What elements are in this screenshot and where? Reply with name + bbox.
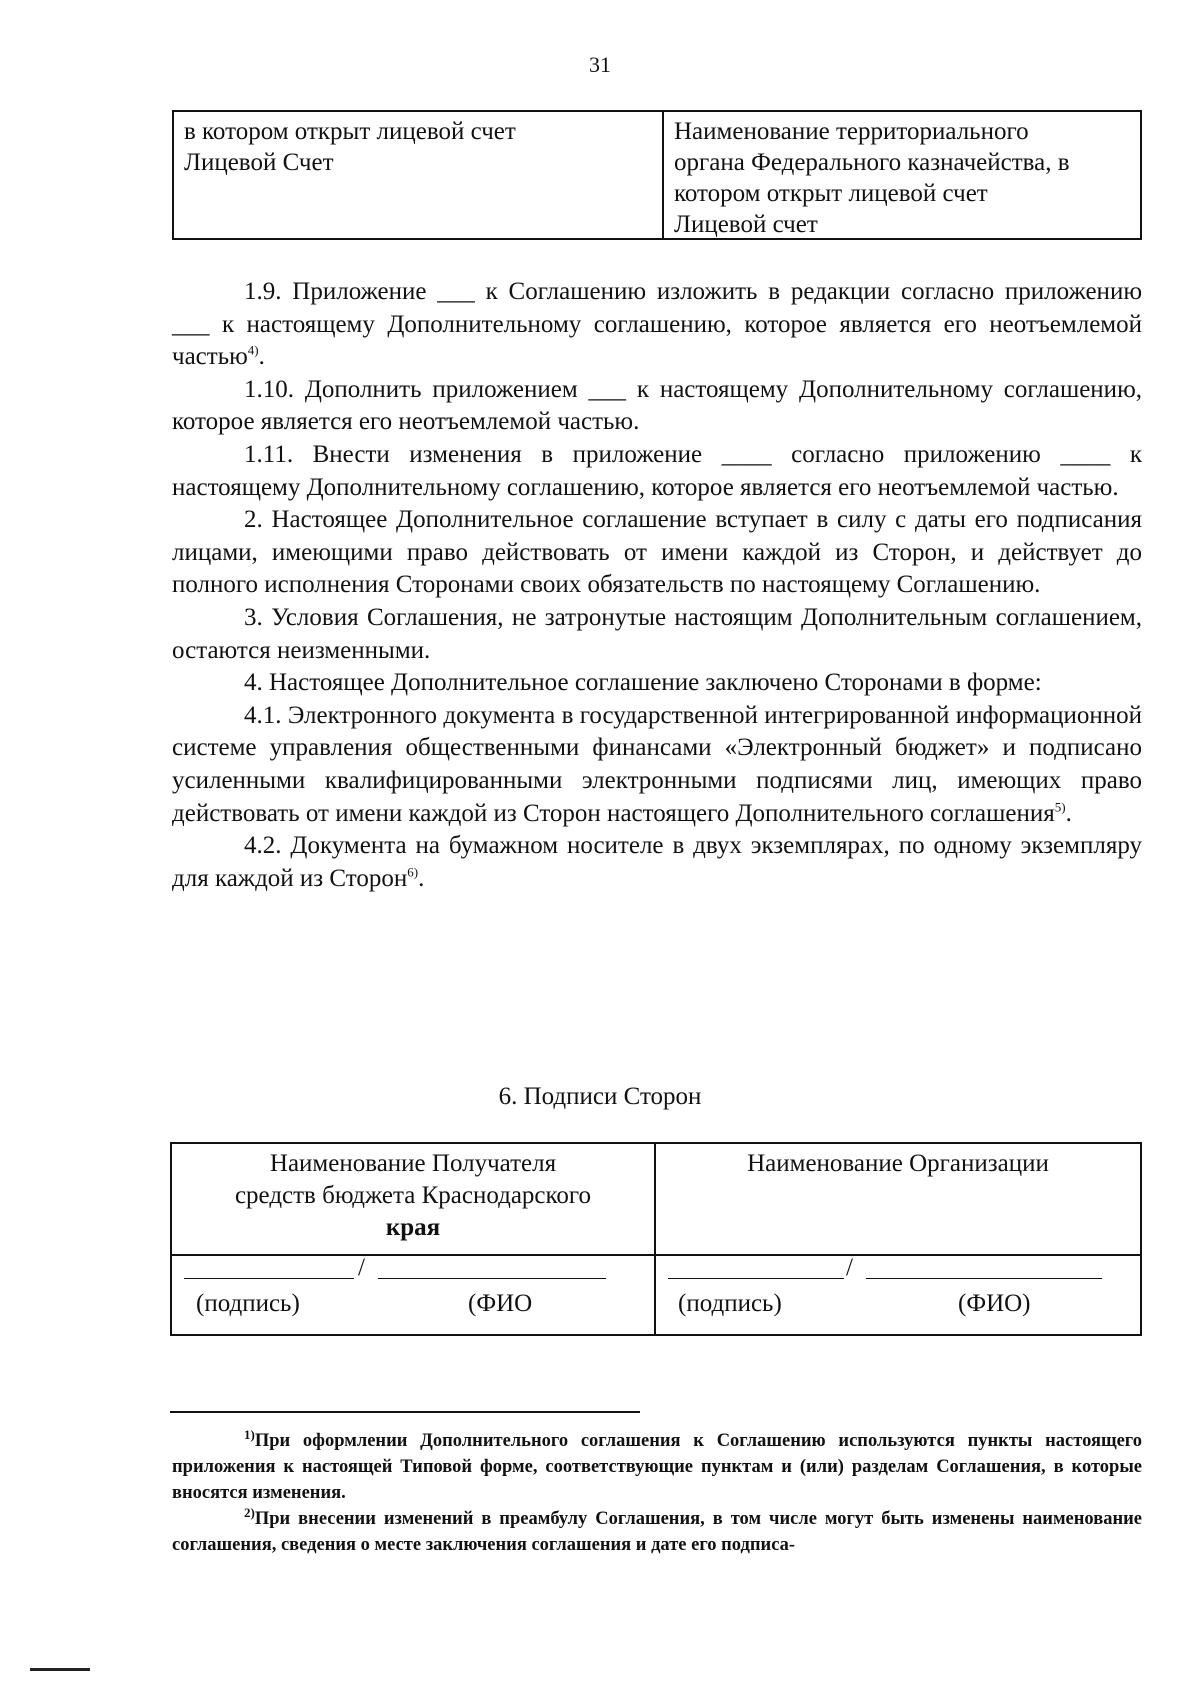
footnote-2: [172, 1506, 1142, 1558]
signature-caption: (подпись): [196, 1290, 300, 1317]
signatures-table: [170, 1142, 1142, 1336]
paragraph-4-2: [172, 830, 1142, 895]
fio-line: [866, 1278, 1102, 1279]
footnote-mark: 2): [244, 1504, 255, 1520]
paragraph-3: [172, 602, 1142, 667]
signature-row: [656, 1256, 1140, 1334]
cell-line: в котором открыт лицевой счет: [184, 118, 516, 145]
scan-artifact: [30, 1668, 90, 1685]
paragraph-text: 4.1. Электронного документа в государственной интегрированной информационной системе управления общественными финансами «Электронный бюджет» и подписано усиленными квалифицированными электронными подписями лиц, имеющих право действовать от имени каждой из Сторон настоящего Дополнительного соглашения: [172, 701, 1142, 827]
signature-row: [172, 1256, 654, 1334]
paragraph-1-9: [172, 276, 1142, 374]
fio-caption: (ФИО: [468, 1290, 533, 1317]
fio-caption: (ФИО): [958, 1290, 1031, 1317]
page-number: 31: [589, 52, 611, 77]
party-name-line: средств бюджета Краснодарского: [234, 1182, 592, 1209]
footnote-ref: 6): [407, 864, 419, 880]
footnote-ref: 4): [247, 342, 259, 358]
footnote-mark: 1): [244, 1426, 255, 1442]
signature-slash: /: [846, 1254, 853, 1281]
paragraph-text: 4.2. Документа на бумажном носителе в двух экземплярах, по одному экземпляру для каждой из Сторон: [172, 832, 1142, 892]
cell-line: Наименование территориального: [674, 118, 1029, 145]
cell-line: Лицевой счет: [674, 211, 818, 238]
paragraph-text: 1.11. Внести изменения в приложение ____ согласно приложению ____ к настоящему Дополнительному соглашению, которое является его неотъемлемой частью.: [172, 440, 1142, 501]
signature-party-name: [172, 1144, 654, 1256]
party-name-line: Наименование Получателя: [269, 1150, 557, 1177]
account-table: [172, 110, 1142, 240]
paragraph-2: [172, 504, 1142, 602]
paragraph-4: [172, 667, 1142, 700]
paragraph-text: 1.9. Приложение ___ к Соглашению изложить в редакции согласно приложению ___ к настоящему Дополнительному соглашению, которое является его неотъемлемой частью: [172, 278, 1142, 371]
footnote-divider: [170, 1411, 640, 1413]
paragraph-text: 2. Настоящее Дополнительное соглашение вступает в силу с даты его подписания лицами, имеющими право действовать от имени каждой из Сторон, и действует до полного исполнения Сторонами своих обязательств по настоящему Соглашению.: [172, 506, 1142, 599]
footnote-text: При внесении изменений в преамбулу Соглашения, в том числе могут быть изменены наименование соглашения, сведения о месте заключения соглашения и дате его подписа-: [172, 1509, 1142, 1555]
agreement-body: [172, 276, 1142, 895]
footnotes: [172, 1428, 1142, 1558]
paragraph-text: 1.10. Дополнить приложением ___ к настоящему Дополнительному соглашению, которое является его неотъемлемой частью.: [172, 375, 1142, 436]
paragraph-text: 4. Настоящее Дополнительное соглашение заключено Сторонами в форме:: [244, 669, 1042, 697]
signature-line: [668, 1278, 844, 1279]
footnote-text: При оформлении Дополнительного соглашения к Соглашению используются пункты настоящего приложения к настоящей Типовой форме, соответствующие пунктам и (или) разделам Соглашения, в которые вносятся изменения.: [172, 1431, 1142, 1503]
signature-column-recipient: [172, 1144, 656, 1334]
cell-line: котором открыт лицевой счет: [674, 180, 988, 207]
party-name-line: края: [385, 1214, 441, 1241]
account-table-right-cell: [664, 112, 1140, 238]
paragraph-tail: .: [258, 343, 265, 371]
paragraph-4-1: [172, 700, 1142, 830]
signature-line: [184, 1278, 354, 1279]
paragraph-text: 3. Условия Соглашения, не затронутые настоящим Дополнительным соглашением, остаются неизменными.: [172, 603, 1142, 664]
paragraph-tail: .: [418, 864, 425, 892]
cell-line: Лицевой Счет: [184, 149, 334, 176]
cell-line: органа Федерального казначейства, в: [674, 149, 1070, 176]
signature-slash: /: [358, 1254, 365, 1281]
signature-column-organization: [656, 1144, 1140, 1334]
signature-party-name: [656, 1144, 1140, 1256]
signature-caption: (подпись): [678, 1290, 782, 1317]
signatures-title: 6. Подписи Сторон: [498, 1083, 702, 1110]
paragraph-1-10: [172, 374, 1142, 439]
footnote-ref: 5): [1054, 799, 1066, 815]
paragraph-tail: .: [1065, 799, 1072, 827]
party-name-line: Наименование Организации: [747, 1150, 1049, 1177]
fio-line: [378, 1278, 606, 1279]
paragraph-1-11: [172, 439, 1142, 504]
account-table-left-cell: [174, 112, 664, 238]
footnote-1: [172, 1428, 1142, 1506]
